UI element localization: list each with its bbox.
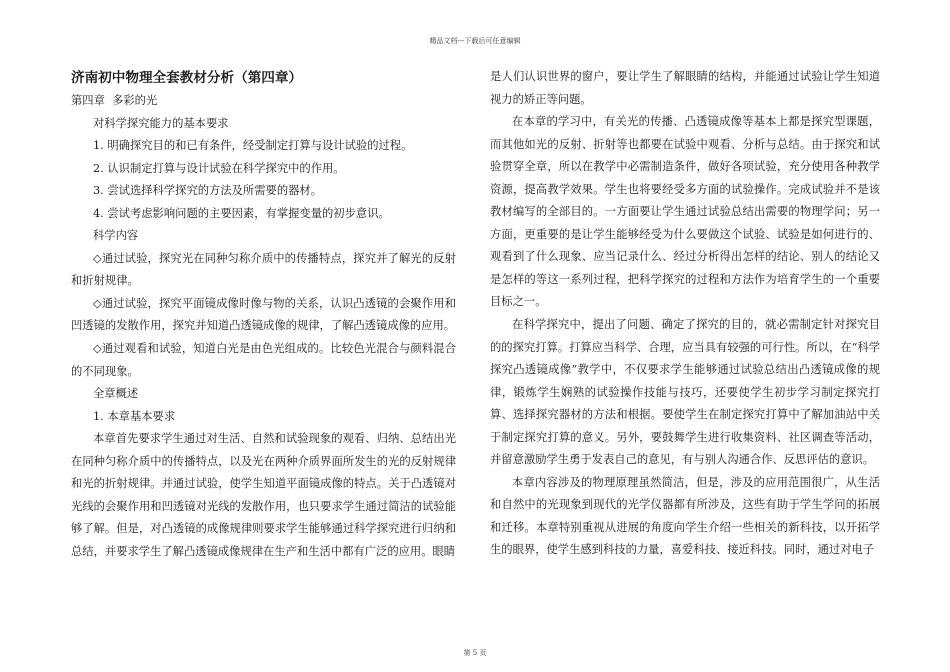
requirement-item-1: 1. 明确探究目的和已有条件，经受制定打算与设计试验的过程。 xyxy=(93,139,413,153)
content-item-2: ◇通过试验，探究平面镜成像时像与物的关系，认识凸透镜的会聚作用和凹透镜的发散作用，探究并知道凸透镜成像的规律，了解凸透镜成像的应用。 xyxy=(71,296,456,333)
document-title: 济南初中物理全套教材分析（第四章） xyxy=(71,70,303,86)
chapter-heading: 第四章 多彩的光 xyxy=(71,94,158,107)
content-item-3: ◇通过观看和试验，知道白光是由色光组成的。比较色光混合与颜料混合的不同现象。 xyxy=(71,342,456,378)
overview-heading: 全章概述 xyxy=(93,387,139,401)
requirements-heading: 对科学探究能力的基本要求 xyxy=(93,116,229,130)
body-paragraph: 是人们认识世界的窗户，要让学生了解眼睛的结构，并能通过试验让学生知道视力的矫正等问题。 xyxy=(490,70,880,106)
science-content-heading: 科学内容 xyxy=(93,229,139,243)
right-column xyxy=(490,66,880,562)
content-item-1: ◇通过试验，探究光在同种匀称介质中的传播特点，探究并了解光的反射和折射规律。 xyxy=(71,251,456,288)
page-number: 第 5 页 xyxy=(463,649,487,657)
requirement-item-3: 3. 尝试选择科学探究的方法及所需要的器材。 xyxy=(93,184,323,198)
requirement-item-4: 4. 尝试考虑影响问题的主要因素，有掌握变量的初步意识。 xyxy=(93,206,390,220)
page-header: 精品文档---下载后可任意编辑 xyxy=(429,37,521,45)
requirement-item-2: 2. 认识制定打算与设计试验在科学探究中的作用。 xyxy=(93,161,345,175)
body-paragraph: 本章内容涉及的物理原理虽然简洁，但是，涉及的应用范围很广，从生活和自然中的光现象到现代的光学仪器都有所涉及，这些有助于学生学问的拓展和迁移。本章特别重视从进展的角度向学生介绍一些相关的新科技，以开拓学生的眼界，使学生感到科技的力量，喜爱科技、接近科技。同时，通过对电子 xyxy=(490,475,880,557)
body-paragraph: 在科学探究中，提出了问题、确定了探究的目的，就必需制定针对探究目的的探究打算。打算应当科学、合理，应当具有较强的可行性。所以，在“科学探究凸透镜成像”教学中，不仅要求学生能够通过试验总结出凸透镜成像的规律，锻炼学生娴熟的试验操作技能与技巧，还要使学生初步学习制定探究打算、选择探究器材的方法和根据。要使学生在制定探究打算中了解加油站中关于制定探究打算的意义。另外，要鼓舞学生进行收集资料、社区调查等活动，并留意激励学生勇于发表自己的意见，有与别人沟通合作、反思评估的意识。 xyxy=(490,318,880,467)
body-paragraph: 本章首先要求学生通过对生活、自然和试验现象的观看、归纳、总结出光在同种匀称介质中的传播特点，以及光在两种介质界面所发生的光的反射规律和光的折射规律。并通过试验，使学生知道平面镜成像的特点。关于凸透镜对光线的会聚作用和凹透镜对光线的发散作用，也只要求学生通过简洁的试验能够了解。但是，对凸透镜的成像规律则要求学生能够通过科学探究进行归纳和总结，并要求学生了解凸透镜成像规律在生产和生活中都有广泛的应用。眼睛 xyxy=(71,432,456,558)
basic-requirements-subheading: 1. 本章基本要求 xyxy=(93,409,176,423)
left-column xyxy=(71,66,456,563)
body-paragraph: 在本章的学习中，有关光的传播、凸透镜成像等基本上都是探究型课题，而其他如光的反射、折射等也都要在试验中观看、分析与总结。由于探究和试验贯穿全章，所以在教学中必需制造条件，做好各项试验，充分使用各种教学资源，提高教学效果。学生也将要经受多方面的试验操作。完成试验并不是该教材编写的全部目的。一方面要让学生通过试验总结出需要的物理学问；另一方面，更重要的是让学生能够经受为什么要做这个试验、试验是如何进行的、观看到了什么现象、应当记录什么、经过分析得出怎样的结论、别人的结论又是怎样的等这一系列过程，把科学探究的过程和方法作为培育学生的一个重要目标之一。 xyxy=(490,115,880,309)
